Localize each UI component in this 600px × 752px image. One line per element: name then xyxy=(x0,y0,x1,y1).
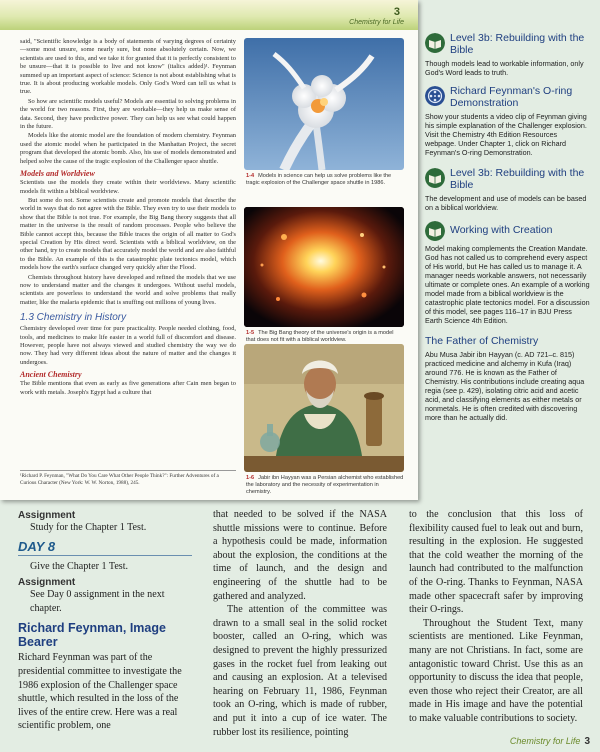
jabir-portrait-image xyxy=(244,344,404,472)
figure-caption: The Big Bang theory of the universe's origin is a model that does not fit with a biblical worldview. xyxy=(246,330,394,343)
note-working-with-creation xyxy=(425,220,590,325)
student-page-number: 3 xyxy=(393,6,400,18)
figure-big-bang xyxy=(244,207,404,344)
student-body-text xyxy=(20,38,236,398)
day-heading: DAY 8 xyxy=(18,539,192,556)
bottom-column-3 xyxy=(409,508,583,726)
feynman-paragraph: that needed to be solved if the NASA shuttle missions were to continue. Before a hypothesis could be made, information about the explosion, the conditions at the time of launch, and the design and engineering of the shuttle had to be gathered and analyzed. xyxy=(213,509,387,602)
note-body: Though models lead to workable information, only God's Word leads to truth. xyxy=(425,59,584,77)
note-oring-demonstration xyxy=(425,85,590,157)
student-running-head: Chemistry for Life xyxy=(349,19,404,26)
teacher-margin-notes xyxy=(425,26,590,422)
feynman-paragraph: Richard Feynman was part of the presidential committee to investigate the 1986 explosion of the Challenger space shuttle, which resulted in the loss of the lives of the entire crew. Here was a real scientific problem, one xyxy=(18,652,182,732)
student-paragraph: But some do not. Some scientists create and promote models that describe the world in ways that do not agree with the Bible. They even try to use their models to show that the Bible is not true. For example, the Big Bang theory suggests that all matter in the universe is the result of random processes. People who believe the Bible cannot accept this, because the Bible traces the origin of all matter to God's special Creation by His direct word. Scientists with a biblical worldview, on the other hand, try to create models that accurately model the world and are also faithful to the Bible. An example of this is the catastrophic plate tectonics model, which models how the earth's surface changed very quickly after the Flood. xyxy=(20,196,236,272)
note-title: The Father of Chemistry xyxy=(425,335,539,347)
figure-number: 1-5 xyxy=(246,330,255,336)
note-body: The development and use of models can be based on a biblical worldview. xyxy=(425,194,587,212)
assignment-label: Assignment xyxy=(18,577,76,589)
student-paragraph: said, "Scientific knowledge is a body of statements of varying degrees of certainty—some most unsure, some nearly sure, but none absolutely certain. Now, we scientists are used to this, and we take it for granted that it is perfectly consistent to be unsure—that it is possible to live and not know" (italics added)¹. Feynman summed up an important aspect of science: Science is not about establishing what is true. It is about producing workable models. Only God's Word can tell us what is true. xyxy=(20,38,236,96)
assignment-text: Study for the Chapter 1 Test. xyxy=(30,522,147,533)
bible-icon xyxy=(425,168,445,188)
note-rebuilding-bible-1 xyxy=(425,32,590,77)
subhead-models-worldview: Models and Worldview xyxy=(20,169,95,179)
footnote: ¹Richard P. Feynman, "What Do You Care What Other People Think?": Further Adventures of a Curious Character (New York: W. W. Norton, 1988), 245. xyxy=(20,470,236,486)
student-paragraph: Chemistry developed over time for pure practicality. People needed clothing, food, tools, and medicines to make life easier in a world full of discomfort and disease. However, people have not always viewed and studied chemistry the way we do now. They had very different ideas about the nature of matter and the changes it undergoes. xyxy=(20,325,236,366)
note-title: Working with Creation xyxy=(450,224,553,236)
section-heading: 1.3 Chemistry in History xyxy=(20,312,127,324)
bible-icon xyxy=(425,33,445,53)
note-title: Level 3b: Rebuilding with the Bible xyxy=(450,32,585,56)
subhead-ancient-chemistry: Ancient Chemistry xyxy=(20,370,82,380)
figure-challenger xyxy=(244,38,404,187)
big-bang-image xyxy=(244,207,404,327)
note-father-of-chemistry xyxy=(425,335,590,422)
footer-title: Chemistry for Life xyxy=(509,736,581,746)
note-title: Richard Feynman's O-ring Demonstration xyxy=(450,85,573,109)
student-paragraph: Scientists use the models they create within their worldviews. Many scientific models fit within a biblical worldview. xyxy=(20,179,236,195)
feynman-heading: Richard Feynman, Image Bearer xyxy=(18,621,166,650)
feynman-paragraph: Throughout the Student Text, many scientists are mentioned. Like Feynman, many are not Christians. In fact, some are antagonistic toward Christ. Use this as an opportunity to discuss the idea that people, even those who reject their Creator, are all made in His image and have the potential to make valuable contributions to society. xyxy=(409,617,583,724)
bottom-column-2 xyxy=(213,508,387,739)
video-icon xyxy=(425,86,445,106)
figure-caption: Jabir ibn Hayyan was a Persian alchemist who established the laboratory and the necessity of experimentation in chemistry. xyxy=(246,475,404,495)
student-paragraph: Chemists throughout history have developed and refined the models that we use now to understand matter and the changes it undergoes. Without useful models, scientists are powerless to understand the world and solve problems that really matter, like the malaria epidemic that is snuffing out millions of young lives. xyxy=(20,273,236,306)
note-body: Abu Musa Jabir ibn Hayyan (c. AD 721–c. 815) practiced medicine and alchemy in Kufa (Iraq) around 776. He is known as the Father of Chemistry. His contributions include creating aqua regia (see p. 429), isolating citric acid and acetic acid, and classifying elements as either metals or nonmetals. He is often credited with discovering more than he actually did. xyxy=(425,350,585,422)
bottom-column-1 xyxy=(18,508,192,733)
note-body: Show your students a video clip of Feynman giving his simple explanation of the Challenger explosion. Visit the Chemistry 4th Edition Resources webpage. Under Chapter 1, click on Richard Feynman's O-ring Demonstration. xyxy=(425,112,587,157)
feynman-paragraph: The attention of the committee was drawn to a small seal in the solid rocket booster, called an O-ring, which was designed to prevent the highly pressurized gases in the rocket fuel from leaking out and causing an explosion. At a televised hearing on February 11, 1986, Feynman took an O-ring, which is made of rubber, and put it into a cup of ice water. The rubber lost its resilience, pointing xyxy=(213,604,387,738)
note-title: Level 3b: Rebuilding with the Bible xyxy=(450,167,585,191)
footer-page-number: 3 xyxy=(584,736,590,747)
student-page-header xyxy=(0,0,418,30)
student-paragraph: The Bible mentions that even as early as five generations after Cain men began to work with metals. Joseph's Egypt had a culture that xyxy=(20,380,236,396)
figure-jabir xyxy=(244,344,404,496)
page-footer xyxy=(510,736,590,747)
note-body: Model making complements the Creation Mandate. God has not called us to comprehend every aspect of His world, but He has called us to manage it. A manager needs workable answers, not necessarily ultimate or complete ones. An example of a working model made from a biblical worldview is the catastrophic plate tectonics model. For a discussion of this model, see pages 116–17 in BJU Press Earth Science 4th Edition. xyxy=(425,244,590,325)
day-text: Give the Chapter 1 Test. xyxy=(30,560,129,572)
challenger-explosion-image xyxy=(244,38,404,170)
student-paragraph: Models like the atomic model are the foundation of modern chemistry. Feynman used the atomic model when he participated in the Manhattan Project, the secret program that developed the atomic bomb. Also, his use of models demonstrated and helped solve the cause of the tragic explosion of the Challenger space shuttle. xyxy=(20,132,236,165)
figure-number: 1-6 xyxy=(246,475,255,481)
figure-caption: Models in science can help us solve problems like the tragic explosion of the Challenger space shuttle in 1986. xyxy=(246,173,392,186)
note-rebuilding-bible-2 xyxy=(425,167,590,212)
teacher-bottom-text xyxy=(0,506,600,752)
assignment-label: Assignment xyxy=(18,510,76,521)
figure-number: 1-4 xyxy=(246,173,255,179)
feynman-paragraph: to the conclusion that this loss of flexibility caused fuel to leak out and burn, resulting in the explosion. He suggested that the cold weather the morning of the launch had contributed to the malfunction of the O-ring. Thanks to Feynman, NASA made other spacecraft safer by improving their O-rings. xyxy=(409,509,583,616)
bible-icon xyxy=(425,221,445,241)
student-page-inset xyxy=(0,0,418,500)
assignment-text: See Day 0 assignment in the next chapter. xyxy=(30,589,165,614)
student-paragraph: So how are scientific models useful? Models are essential to solving problems in the world for two reasons. First, they are workable—they help us make sense of data. Second, they have predictive power. They can help us see what could happen in the future. xyxy=(20,97,236,131)
